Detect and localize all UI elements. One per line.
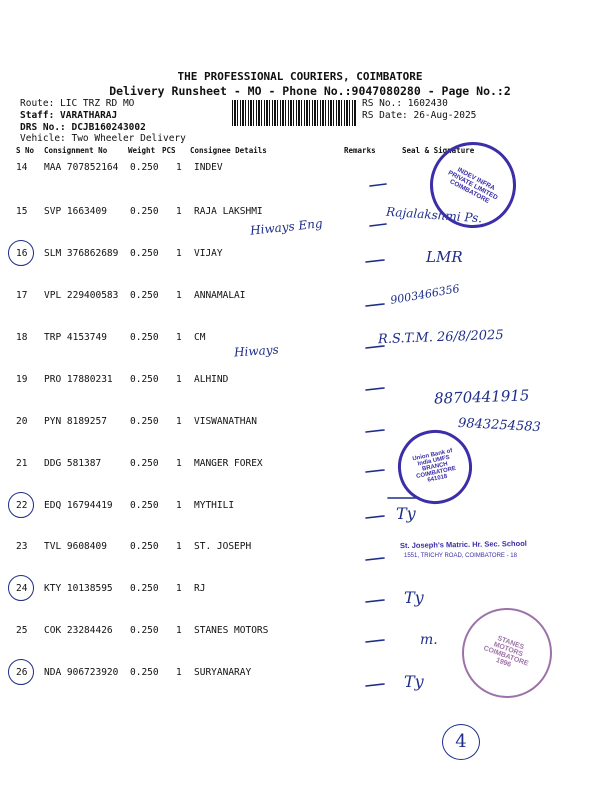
consignee: ALHIND (194, 374, 229, 385)
weight: 0.250 (130, 290, 159, 301)
col-remarks: Remarks (344, 146, 376, 155)
pcs: 1 (176, 332, 182, 343)
consignee: VISWANATHAN (194, 416, 257, 427)
consignee: STANES MOTORS (194, 625, 269, 636)
weight: 0.250 (130, 500, 159, 511)
signature-25: m. (420, 632, 438, 648)
consignment-no: COK 23284426 (44, 625, 113, 636)
weight: 0.250 (130, 583, 159, 594)
consignment-no: DDG 581387 (44, 458, 102, 469)
signature-18: R.S.T.M. 26/8/2025 (377, 327, 504, 348)
pcs: 1 (176, 162, 182, 173)
col-consignment: Consignment No (44, 146, 108, 155)
signature-22: Ty (396, 504, 416, 523)
pcs: 1 (176, 625, 182, 636)
consignment-no: PRO 17880231 (44, 374, 113, 385)
stanes-motors-stamp-text: STANES MOTORS COIMBATORE 1996 (482, 635, 530, 669)
signature-15: Rajalakshmi Ps. (385, 204, 483, 226)
signature-19: 8870441915 (433, 386, 530, 408)
weight: 0.250 (130, 458, 159, 469)
document-subtitle: Delivery Runsheet - MO - Phone No.:9047080280 - Page No.:2 (109, 84, 511, 98)
consignee: SURYANARAY (194, 667, 252, 678)
sno: 18 (16, 332, 28, 343)
sno: 20 (16, 416, 28, 427)
document-title: THE PROFESSIONAL COURIERS, COIMBATORE (177, 70, 423, 83)
pcs: 1 (176, 374, 182, 385)
remark-hiways: Hiways (233, 342, 280, 360)
consignment-no: TRP 4153749 (44, 332, 107, 343)
indev-stamp-text: INDEV INFRA PRIVATE LIMITED COIMBATORE (447, 165, 499, 205)
staff-label: Staff: VARATHARAJ (20, 110, 118, 121)
sno: 24 (16, 583, 28, 594)
pcs: 1 (176, 206, 182, 217)
sno: 23 (16, 541, 28, 552)
pcs: 1 (176, 290, 182, 301)
sno: 16 (16, 248, 28, 259)
pcs: 1 (176, 458, 182, 469)
sno-circle-16 (8, 240, 34, 266)
sno: 25 (16, 625, 28, 636)
consignment-no: PYN 8189257 (44, 416, 107, 427)
consignee: MYTHILI (194, 500, 235, 511)
pcs: 1 (176, 416, 182, 427)
col-sno: S No (16, 146, 35, 155)
st-joseph-stamp-line1: St. Joseph's Matric. Hr. Sec. School (399, 538, 527, 551)
consignee: RAJA LAKSHMI (194, 206, 263, 217)
weight: 0.250 (130, 416, 159, 427)
weight: 0.250 (130, 162, 159, 173)
consignee: CM (194, 332, 206, 343)
barcode (232, 100, 356, 126)
consignment-no: SLM 376862689 (44, 248, 119, 259)
sno: 14 (16, 162, 28, 173)
weight: 0.250 (130, 332, 159, 343)
rs-number: RS No.: 1602430 (362, 98, 448, 109)
consignment-no: EDQ 16794419 (44, 500, 113, 511)
sno-circle-26 (8, 659, 34, 685)
signature-17: 9003466356 (389, 282, 461, 307)
consignee: ST. JOSEPH (194, 541, 252, 552)
consignment-no: VPL 229400583 (44, 290, 119, 301)
col-pcs: PCS (162, 146, 176, 155)
sno: 21 (16, 458, 28, 469)
consignment-no: SVP 1663409 (44, 206, 107, 217)
signature-16: LMR (426, 248, 463, 266)
pcs: 1 (176, 541, 182, 552)
col-seal: Seal & Signature (402, 146, 475, 155)
consignee: INDEV (194, 162, 223, 173)
sno: 15 (16, 206, 28, 217)
sno: 26 (16, 667, 28, 678)
consignment-no: TVL 9608409 (44, 541, 107, 552)
pcs: 1 (176, 248, 182, 259)
signature-24: Ty (404, 588, 424, 607)
sno: 17 (16, 290, 28, 301)
weight: 0.250 (130, 206, 159, 217)
st-joseph-stamp-line2: 1551, TRICHY ROAD, COIMBATORE - 18 (404, 553, 517, 559)
route-label: Route: LIC TRZ RD MO (20, 98, 135, 109)
remark-hiways-eng: Hiways Eng (249, 216, 324, 238)
consignment-no: KTY 10138595 (44, 583, 113, 594)
weight: 0.250 (130, 248, 159, 259)
consignment-no: NDA 906723920 (44, 667, 119, 678)
drs-number: DRS No.: DCJB160243002 (20, 122, 146, 133)
weight: 0.250 (130, 374, 159, 385)
consignment-no: MAA 707852164 (44, 162, 119, 173)
consignee: MANGER FOREX (194, 458, 263, 469)
signature-20: 9843254583 (457, 415, 542, 436)
consignee: RJ (194, 583, 206, 594)
col-weight: Weight (128, 146, 156, 155)
page-mark: 4 (442, 724, 480, 760)
union-bank-stamp-text: Union Bank of India UMFS BRANCH COIMBATORE 641018 (411, 448, 457, 484)
pcs: 1 (176, 583, 182, 594)
sno: 19 (16, 374, 28, 385)
consignee: VIJAY (194, 248, 223, 259)
weight: 0.250 (130, 625, 159, 636)
sno-circle-24 (8, 575, 34, 601)
consignee: ANNAMALAI (194, 290, 246, 301)
sno-circle-22 (8, 492, 34, 518)
weight: 0.250 (130, 541, 159, 552)
signature-26: Ty (404, 672, 424, 691)
vehicle-label: Vehicle: Two Wheeler Delivery (20, 133, 186, 144)
pcs: 1 (176, 667, 182, 678)
rs-date: RS Date: 26-Aug-2025 (362, 110, 477, 121)
sno: 22 (16, 500, 28, 511)
weight: 0.250 (130, 667, 159, 678)
col-consignee: Consignee Details (190, 146, 267, 155)
pcs: 1 (176, 500, 182, 511)
